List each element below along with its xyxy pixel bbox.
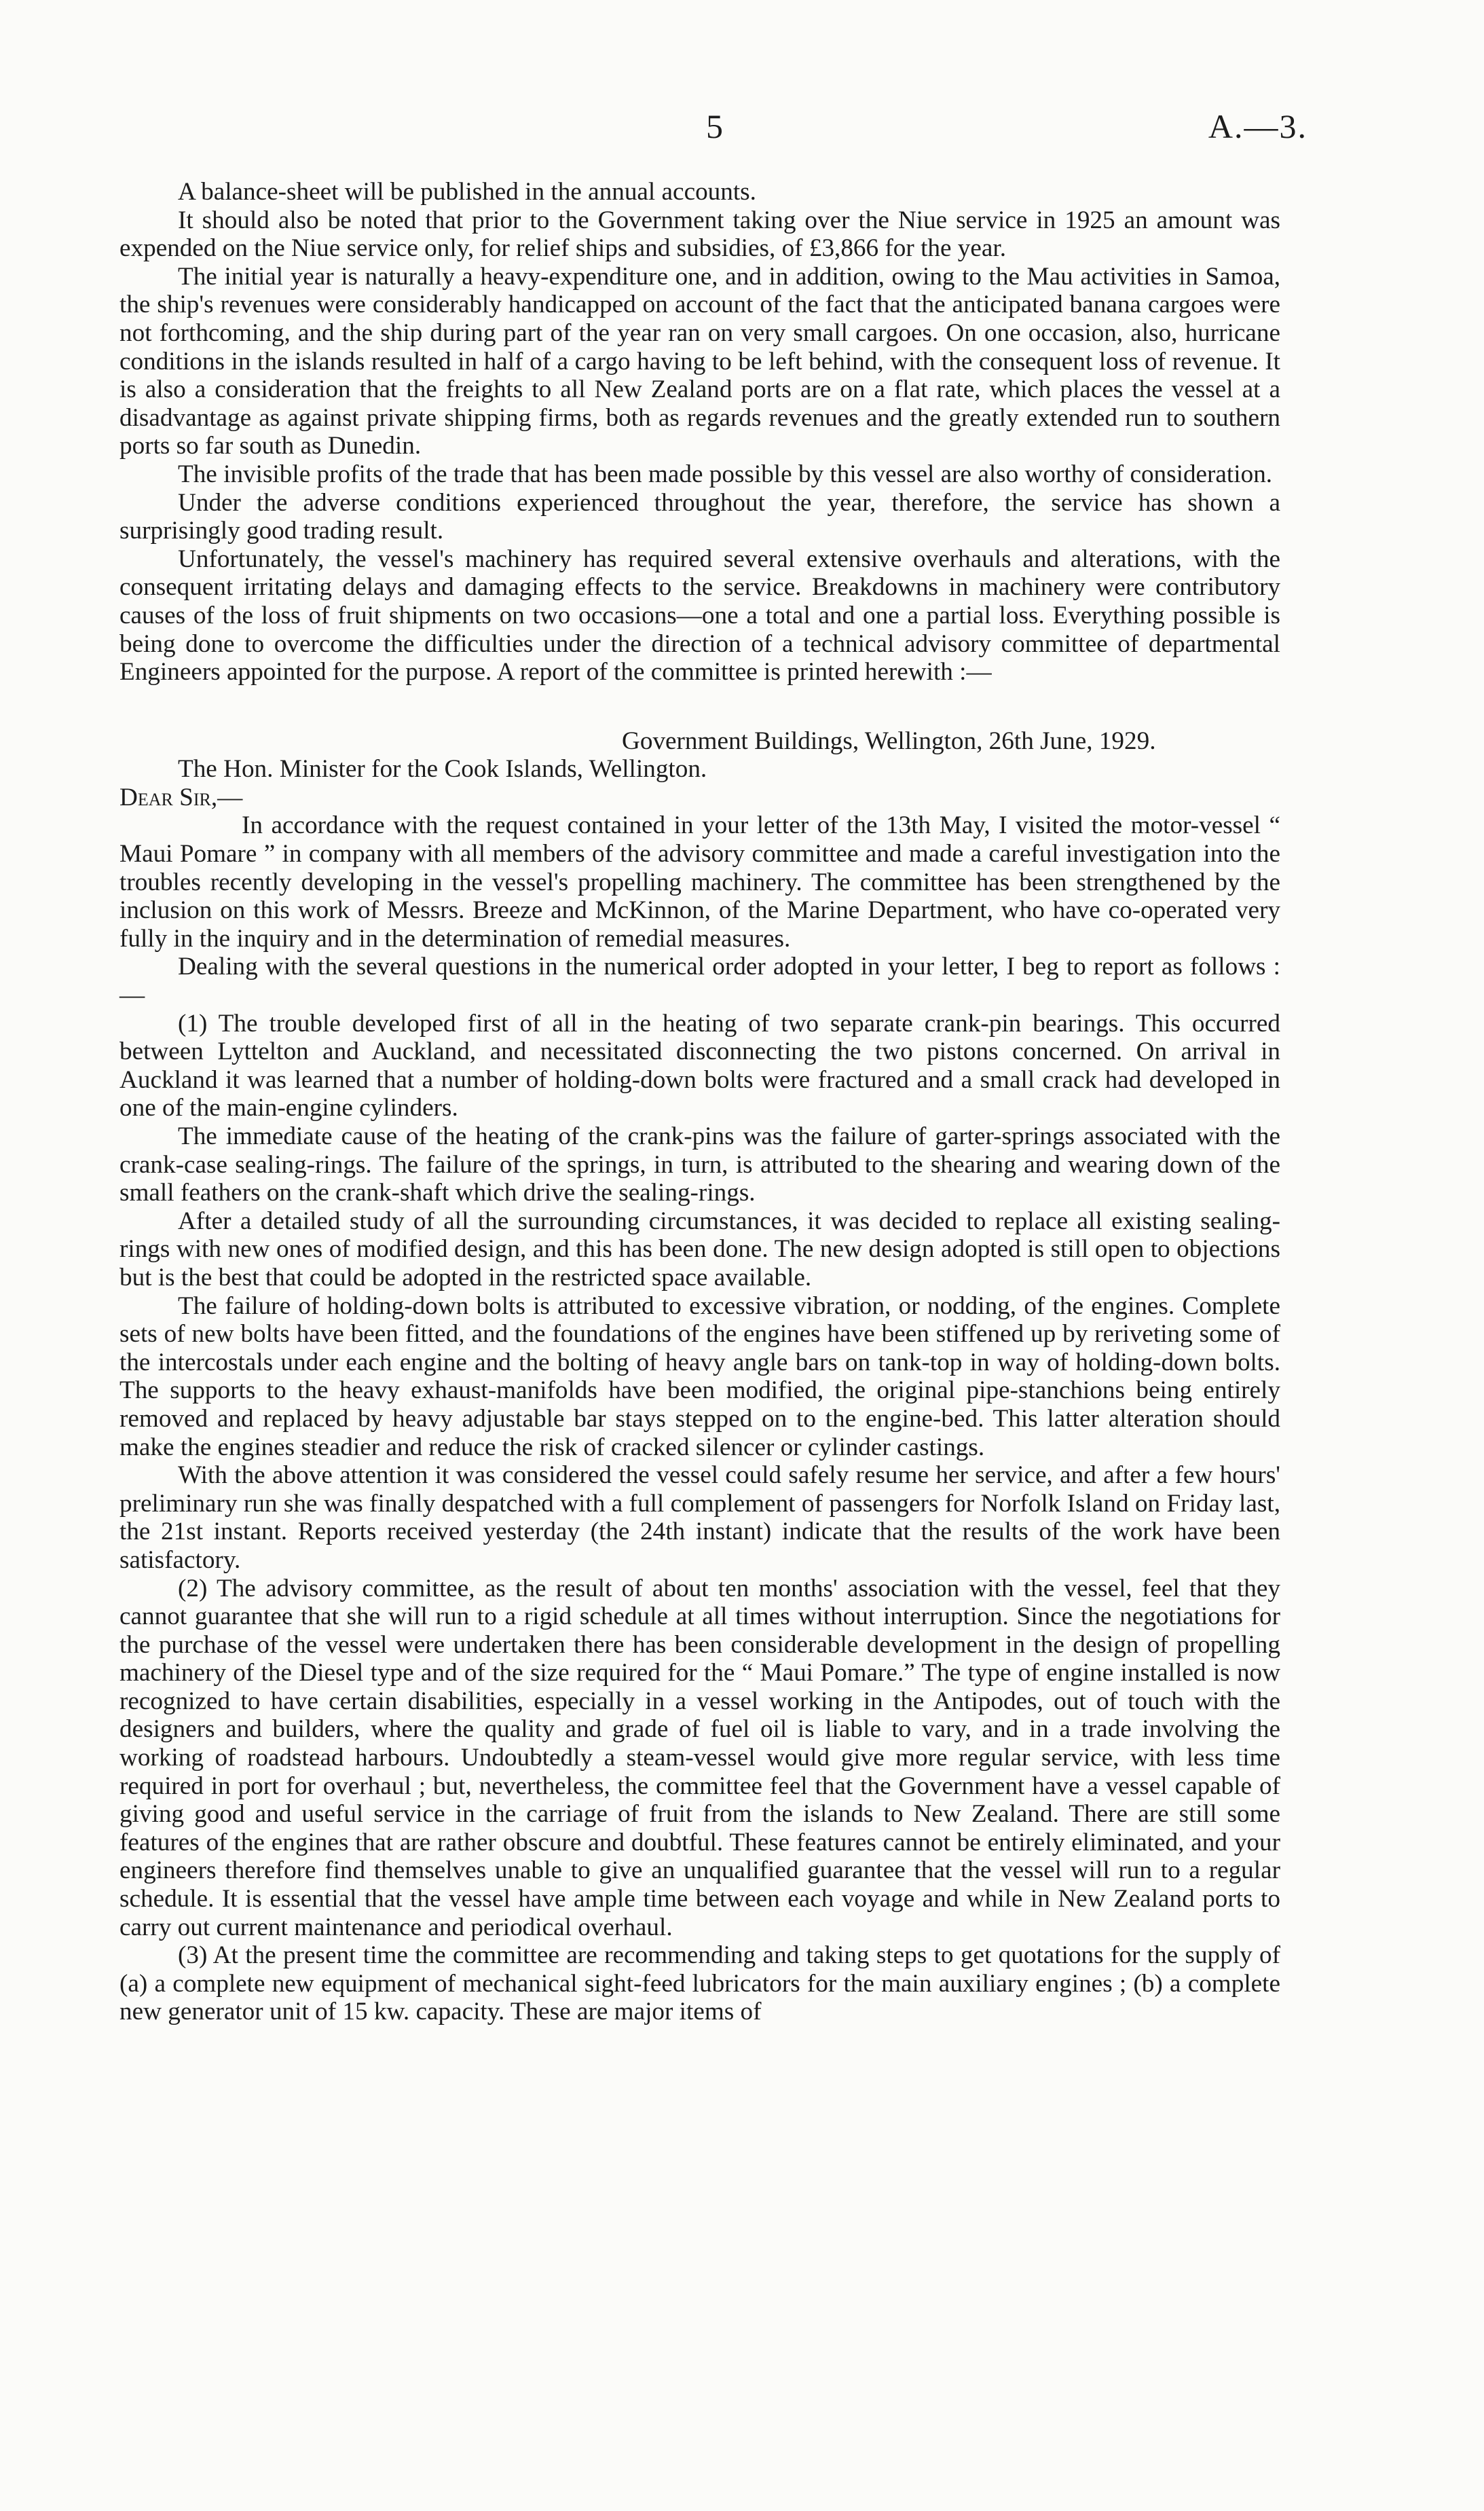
letter-salutation: Dear Sir,— [119, 783, 243, 811]
document-reference: A.—3. [1208, 107, 1307, 145]
letter-paragraph: (2) The advisory committee, as the result of about ten months' association with the vessel, feel that they cannot guarantee that she will run to a rigid schedule at all times without interruption. Since the negotiations for the purchase of the vessel were undertaken there has been considerable development in the design of propelling machinery of the Diesel type and of the size required for the “ Maui Pomare.” The type of engine installed is now recognized to have certain disabilities, especially in a vessel working in the Antipodes, out of touch with the designers and builders, where the quality and grade of fuel oil is liable to vary, and in a trade involving the working of roadstead harbours. Undoubtedly a steam-vessel would give more regular service, with less time required in port for overhaul ; but, nevertheless, the committee feel that the Government have a vessel capable of giving good and useful service in the carriage of fruit from the islands to New Zealand. There are still some features of the engines that are rather obscure and doubtful. These features cannot be entirely eliminated, and your engineers therefore find themselves unable to give an unqualified guarantee that the vessel will run to a regular schedule. It is essential that the vessel have ample time between each voyage and while in New Zealand ports to carry out current maintenance and periodical overhaul. [119, 1574, 1280, 1941]
letter-paragraph: With the above attention it was considered the vessel could safely resume her service, and after a few hours' preliminary run she was finally despatched with a full complement of passengers for Norfolk Island on Friday last, the 21st instant. Reports received yesterday (the 24th instant) indicate that the results of the work have been satisfactory. [119, 1461, 1280, 1574]
letter-paragraph: (3) At the present time the committee are recommending and taking steps to get quotations for the supply of (a) a complete new equipment of mechanical sight-feed lubricators for the main auxiliary engines ; (b) a complete new generator unit of 15 kw. capacity. These are major items of [119, 1941, 1280, 2026]
paragraph: The invisible profits of the trade that has been made possible by this vessel are also worthy of consideration. [178, 460, 1273, 488]
letter-addressee: The Hon. Minister for the Cook Islands, Wellington. [178, 755, 707, 784]
paragraph: The initial year is naturally a heavy-expenditure one, and in addition, owing to the Mau activities in Samoa, the ship's revenues were considerably handicapped on account of the fact that the anticipated banana cargoes were not forthcoming, and the ship during part of the year ran on very small cargoes. On one occasion, also, hurricane conditions in the islands resulted in half of a cargo having to be left behind, with the consequent loss of revenue. It is also a consideration that the freights to all New Zealand ports are on a flat rate, which places the vessel at a disadvantage as against private shipping firms, both as regards revenues and the greatly extended run to southern ports so far south as Dunedin. [119, 262, 1280, 460]
paragraph: It should also be noted that prior to the Government taking over the Niue service in 1925 an amount was expended on the Niue service only, for relief ships and subsidies, of £3,866 for the year. [119, 206, 1280, 263]
body-text [119, 178, 1280, 2026]
page-number: 5 [706, 107, 723, 145]
paragraph: A balance-sheet will be published in the annual accounts. [178, 178, 756, 206]
letter-paragraph: (1) The trouble developed first of all in the heating of two separate crank-pin bearings. This occurred between Lyttelton and Auckland, and necessitated disconnecting the two pistons concerned. On arrival in Auckland it was learned that a number of holding-down bolts were fractured and a small crack had developed in one of the main-engine cylinders. [119, 1009, 1280, 1122]
letter-place-date: Government Buildings, Wellington, 26th June, 1929. [622, 727, 1156, 755]
letter-paragraph: The immediate cause of the heating of the crank-pins was the failure of garter-springs associated with the crank-case sealing-rings. The failure of the springs, in turn, is attributed to the shearing and wearing down of the small feathers on the crank-shaft which drive the sealing-rings. [119, 1122, 1280, 1207]
letter-paragraph: Dealing with the several questions in the numerical order adopted in your letter, I beg to report as follows :— [119, 953, 1280, 1010]
letter-paragraph: After a detailed study of all the surrounding circumstances, it was decided to replace all existing sealing-rings with new ones of modified design, and this has been done. The new design adopted is still open to objections but is the best that could be adopted in the restricted space available. [119, 1207, 1280, 1291]
paragraph: Under the adverse conditions experienced throughout the year, therefore, the service has shown a surprisingly good trading result. [119, 488, 1280, 545]
letter-paragraph: The failure of holding-down bolts is attributed to excessive vibration, or nodding, of the engines. Complete sets of new bolts have been fitted, and the foundations of the engines have been stiffened up by reriveting some of the intercostals under each engine and the bolting of heavy angle bars on tank-top in way of holding-down bolts. The supports to the heavy exhaust-manifolds have been modified, the original pipe-stanchions being entirely removed and replaced by heavy adjustable bar stays stepped on to the engine-bed. This latter alteration should make the engines steadier and reduce the risk of cracked silencer or cylinder castings. [119, 1291, 1280, 1461]
paragraph: Unfortunately, the vessel's machinery has required several extensive overhauls and alterations, with the consequent irritating delays and damaging effects to the service. Breakdowns in machinery were contributory causes of the loss of fruit shipments on two occasions—one a total and one a partial loss. Everything possible is being done to overcome the difficulties under the direction of a technical advisory committee of departmental Engineers appointed for the purpose. A report of the committee is printed herewith :— [119, 545, 1280, 686]
letter-paragraph: In accordance with the request contained in your letter of the 13th May, I visited the motor-vessel “ Maui Pomare ” in company with all members of the advisory committee and made a careful investigation into the troubles recently developing in the vessel's propelling machinery. The committee has been strengthened by the inclusion on this work of Messrs. Breeze and McKinnon, of the Marine Department, who have co-operated very fully in the inquiry and in the determination of remedial measures. [119, 811, 1280, 953]
